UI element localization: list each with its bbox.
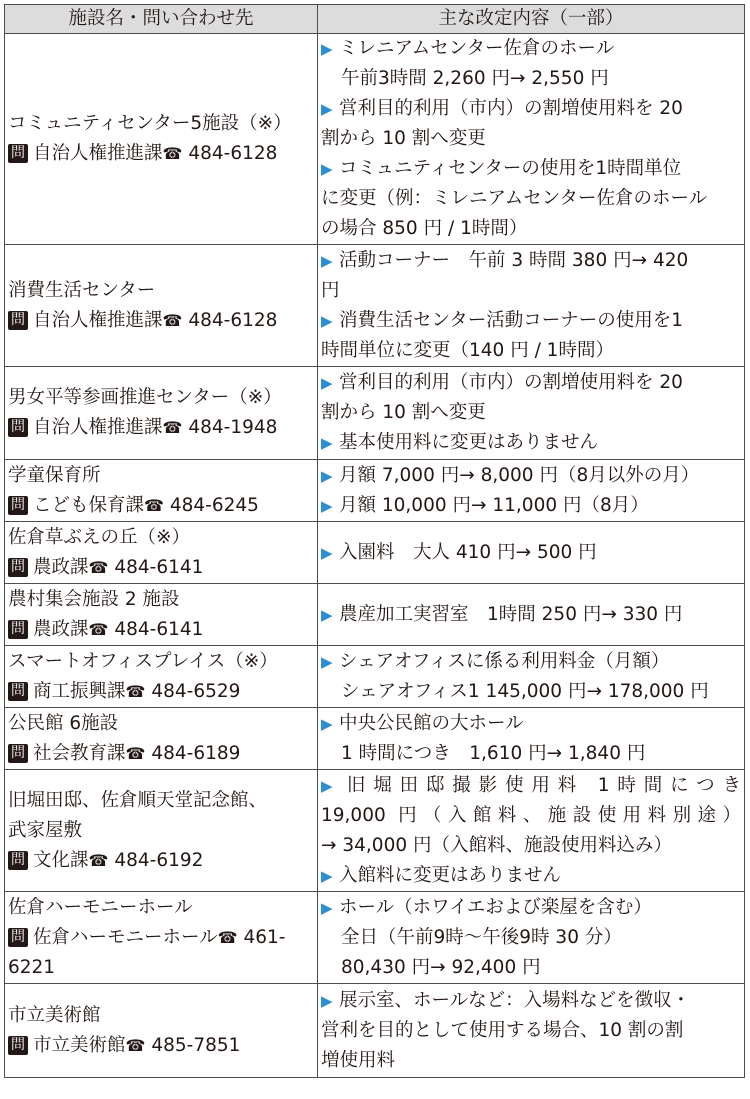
changes-cell [318,646,745,708]
change-line: の場合 850 円 / 1時間） [321,218,528,239]
table-row [5,770,745,892]
facility-name: 農村集会施設 2 施設 [8,588,180,610]
header-facility: 施設名・問い合わせ先 [5,5,318,34]
contact-line [8,846,314,876]
change-line: 増使用料 [321,1049,396,1071]
facility-name: 旧堀田邸、佐倉順天堂記念館、 [8,789,268,811]
facility-cell [5,34,318,245]
table-row [5,460,745,522]
facility-name: 市立美術館 [8,1004,101,1026]
change-line: ▶ 消費生活センター活動コーナーの使用を1 [321,306,741,336]
facility-name: 消費生活センター [8,279,156,301]
contact-line [8,413,314,443]
change-line: ▶ 入館料に変更はありません [321,861,741,891]
dept-name: 農政課 [33,618,89,640]
table-row [5,984,745,1078]
phone-icon: ☎ [88,557,109,577]
inquiry-icon: 問 [8,928,28,947]
phone-icon: ☎ [162,144,183,163]
bullet-triangle-icon: ▶ [321,466,333,485]
table-row [5,584,745,646]
phone-icon: ☎ [162,418,183,437]
change-line: 営利を目的として使用する場合、10 割の割 [321,1019,684,1041]
facility-name: 学童保育所 [8,464,101,486]
change-line: 全日（午前9時～午後9時 30 分） [341,926,622,948]
table-row [5,646,745,708]
phone-icon: ☎ [144,495,164,515]
changes-cell [318,522,745,584]
change-line: ▶ 営利目的利用（市内）の割増使用料を 20 [321,368,741,398]
inquiry-icon: 問 [8,620,28,639]
phone-icon: ☎ [162,310,183,330]
change-line: 80,430 円→ 92,400 円 [341,956,541,978]
header-changes: 主な改定内容（一部） [318,5,745,34]
phone-icon: ☎ [125,681,146,701]
contact-line [8,491,314,521]
dept-name: 社会教育課 [33,742,126,764]
phone-number: 484-6128 [188,143,278,164]
dept-name: 自治人権推進課 [33,143,163,164]
bullet-triangle-icon: ▶ [321,100,333,118]
changes-cell [318,708,745,770]
facility-name: 男女平等参画推進センター（※） [8,387,282,408]
table-header-row [5,5,745,34]
change-line: 割から 10 割へ変更 [321,128,486,149]
dept-name: 自治人権推進課 [33,309,163,331]
contact-line [8,739,314,769]
phone-number: 484-6245 [169,494,259,516]
facility-cell [5,367,318,460]
facility-cell [5,522,318,584]
contact-line [8,615,314,645]
facility-name: 武家屋敷 [8,819,83,841]
change-line: ▶ ミレニアムセンター佐倉のホール [321,34,741,64]
table-row [5,522,745,584]
bullet-triangle-icon: ▶ [321,434,333,452]
facility-cell [5,984,318,1078]
change-line: ▶ 月額 7,000 円→ 8,000 円（8月以外の月） [321,461,741,491]
phone-number: 484-6529 [151,680,241,702]
change-line: ▶ 農産加工実習室 1時間 250 円→ 330 円 [321,600,741,630]
change-line: ▶ 営利目的利用（市内）の割増使用料を 20 [321,94,741,124]
change-line: ▶ 基本使用料に変更はありません [321,428,741,458]
phone-icon: ☎ [88,850,109,870]
change-line: → 34,000 円（入館料、施設使用料込み） [321,834,672,856]
change-line: 割から 10 割へ変更 [321,402,486,423]
facility-cell [5,584,318,646]
dept-name: こども保育課 [33,494,145,516]
change-line: シェアオフィス1 145,000 円→ 178,000 円 [341,680,709,702]
inquiry-icon: 問 [8,144,28,163]
bullet-triangle-icon: ▶ [321,160,333,178]
inquiry-icon: 問 [8,418,28,437]
change-line: 円 [321,279,340,301]
dept-name: 自治人権推進課 [33,417,163,438]
dept-name: 農政課 [33,556,89,578]
change-line: ▶ シェアオフィスに係る利用料金（月額） [321,647,741,677]
changes-cell [318,460,745,522]
bullet-triangle-icon: ▶ [321,776,333,795]
facility-name: 公民館 6施設 [8,712,119,734]
bullet-triangle-icon: ▶ [321,374,333,392]
facility-cell [5,245,318,367]
phone-icon: ☎ [88,619,109,639]
phone-number: 484-6141 [114,618,204,640]
phone-number: 6221 [8,956,56,978]
phone-number: 484-6189 [151,742,241,764]
contact-line [8,1031,314,1061]
fee-revision-table [4,4,745,1078]
facility-cell [5,708,318,770]
facility-name: 佐倉ハーモニーホール [8,896,193,918]
inquiry-icon: 問 [8,558,28,577]
facility-name: コミュニティセンター5施設（※） [8,113,292,134]
changes-cell [318,34,745,245]
dept-name: 佐倉ハーモニーホール [33,926,218,948]
changes-cell [318,770,745,892]
change-line: ▶ 展示室、ホールなど：入場料などを徴収・ [321,986,741,1016]
dept-name: 市立美術館 [33,1034,126,1056]
changes-cell [318,984,745,1078]
bullet-triangle-icon: ▶ [321,543,333,562]
inquiry-icon: 問 [8,682,28,701]
inquiry-icon: 問 [8,1036,28,1055]
change-line: に変更（例：ミレニアムセンター佐倉のホール [321,188,708,209]
change-line: 午前3時間 2,260 円→ 2,550 円 [341,68,609,89]
change-line: 時間単位に変更（140 円 / 1時間） [321,339,614,361]
change-line: 19,000 円（入館料、施設使用料別途） [321,804,741,826]
facility-cell [5,460,318,522]
bullet-triangle-icon: ▶ [321,714,333,733]
dept-name: 商工振興課 [33,680,126,702]
phone-icon: ☎ [125,743,146,763]
change-line: ▶ コミュニティセンターの使用を1時間単位 [321,154,741,184]
facility-cell [5,646,318,708]
bullet-triangle-icon: ▶ [321,251,333,270]
phone-number: 461- [243,926,286,948]
inquiry-icon: 問 [8,311,28,330]
contact-line [8,553,314,583]
inquiry-icon: 問 [8,744,28,763]
bullet-triangle-icon: ▶ [321,652,333,671]
changes-cell [318,245,745,367]
table-row [5,892,745,984]
table-row [5,708,745,770]
change-line: ▶ 活動コーナー 午前 3 時間 380 円→ 420 [321,246,741,276]
bullet-triangle-icon: ▶ [321,40,333,58]
phone-number: 485-7851 [151,1034,241,1056]
facility-cell [5,770,318,892]
facility-cell [5,892,318,984]
change-line: ▶ ホール（ホワイエおよび楽屋を含む） [321,893,741,923]
contact-line [8,306,314,336]
facility-name: スマートオフィスプレイス（※） [8,650,278,672]
dept-name: 文化課 [33,849,89,871]
inquiry-icon: 問 [8,851,28,870]
change-line: ▶ 中央公民館の大ホール [321,709,741,739]
phone-number: 484-6128 [188,309,278,331]
contact-line [8,677,314,707]
change-line: ▶ 月額 10,000 円→ 11,000 円（8月） [321,491,741,521]
phone-number: 484-1948 [188,417,278,438]
change-line: ▶ 旧堀田邸撮影使用料 1時間につき [321,771,741,801]
bullet-triangle-icon: ▶ [321,605,333,624]
bullet-triangle-icon: ▶ [321,866,333,885]
phone-number: 484-6141 [114,556,204,578]
contact-line [8,923,314,953]
facility-name: 佐倉草ぶえの丘（※） [8,526,191,548]
bullet-triangle-icon: ▶ [321,898,333,917]
phone-number: 484-6192 [114,849,204,871]
table-row [5,34,745,245]
bullet-triangle-icon: ▶ [321,496,333,515]
table-row [5,245,745,367]
changes-cell [318,892,745,984]
phone-icon: ☎ [217,927,238,947]
bullet-triangle-icon: ▶ [321,311,333,330]
contact-line [8,139,314,169]
phone-icon: ☎ [125,1035,146,1055]
change-line: ▶ 入園料 大人 410 円→ 500 円 [321,538,741,568]
bullet-triangle-icon: ▶ [321,991,333,1010]
changes-cell [318,584,745,646]
table-row [5,367,745,460]
inquiry-icon: 問 [8,496,28,515]
change-line: 1 時間につき 1,610 円→ 1,840 円 [341,742,646,764]
changes-cell [318,367,745,460]
